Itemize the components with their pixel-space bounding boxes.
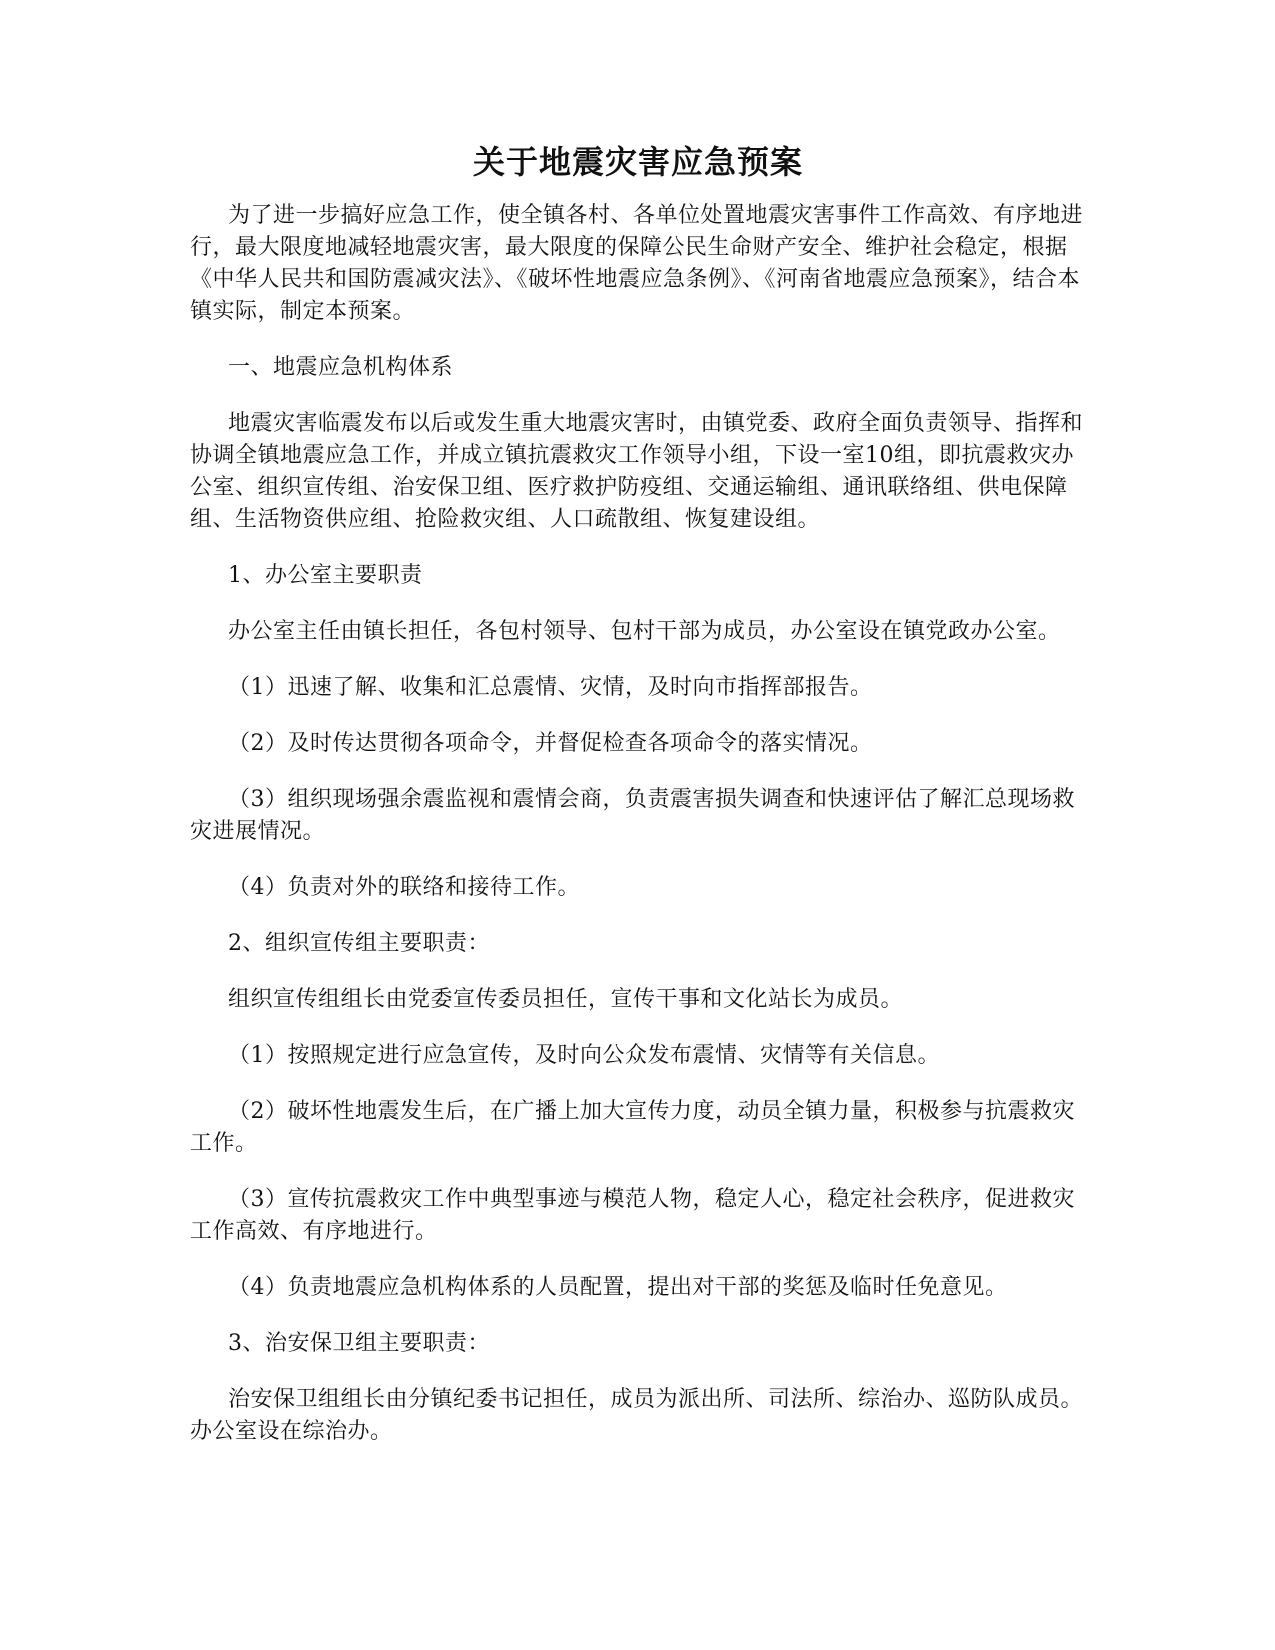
paragraph-intro: 为了进一步搞好应急工作，使全镇各村、各单位处置地震灾害事件工作高效、有序地进行，最大限度地减轻地震灾害，最大限度的保障公民生命财产安全、维护社会稳定，根据《中华人民共和国防震减灾法》、《破坏性地震应急条例》、《河南省地震应急预案》，结合本镇实际，制定本预案。 bbox=[190, 203, 1084, 324]
list-item-publicity-4: （4）负责地震应急机构体系的人员配置，提出对干部的奖惩及临时任免意见。 bbox=[228, 1275, 1008, 1300]
subsection-heading-security: 3、治安保卫组主要职责： bbox=[228, 1331, 490, 1356]
subsection-heading-publicity: 2、组织宣传组主要职责： bbox=[228, 931, 490, 956]
document-page bbox=[190, 138, 1086, 1472]
list-item-office-4: （4）负责对外的联络和接待工作。 bbox=[228, 875, 580, 900]
paragraph-office-members: 办公室主任由镇长担任，各包村领导、包村干部为成员，办公室设在镇党政办公室。 bbox=[228, 619, 1061, 644]
subsection-heading-office: 1、办公室主要职责 bbox=[228, 563, 423, 588]
list-item-office-3: （3）组织现场强余震监视和震情会商，负责震害损失调查和快速评估了解汇总现场救灾进展情况。 bbox=[190, 787, 1075, 844]
list-item-office-1: （1）迅速了解、收集和汇总震情、灾情，及时向市指挥部报告。 bbox=[228, 675, 873, 700]
document-title: 关于地震灾害应急预案 bbox=[472, 143, 803, 181]
list-item-publicity-3: （3）宣传抗震救灾工作中典型事迹与模范人物，稳定人心，稳定社会秩序，促进救灾工作高效、有序地进行。 bbox=[190, 1187, 1075, 1244]
list-item-office-2: （2）及时传达贯彻各项命令，并督促检查各项命令的落实情况。 bbox=[228, 731, 873, 756]
list-item-publicity-2: （2）破坏性地震发生后，在广播上加大宣传力度，动员全镇力量，积极参与抗震救灾工作。 bbox=[190, 1099, 1075, 1156]
section-heading-1: 一、地震应急机构体系 bbox=[228, 355, 454, 380]
paragraph-security-members: 治安保卫组组长由分镇纪委书记担任，成员为派出所、司法所、综治办、巡防队成员。办公室设在综治办。 bbox=[190, 1387, 1084, 1444]
list-item-publicity-1: （1）按照规定进行应急宣传，及时向公众发布震情、灾情等有关信息。 bbox=[228, 1043, 940, 1068]
paragraph-organization: 地震灾害临震发布以后或发生重大地震灾害时，由镇党委、政府全面负责领导、指挥和协调全镇地震应急工作，并成立镇抗震救灾工作领导小组，下设一室10组，即抗震救灾办公室、组织宣传组、治安保卫组、医疗救护防疫组、交通运输组、通讯联络组、供电保障组、生活物资供应组、抢险救灾组、人口疏散组、恢复建设组。 bbox=[190, 411, 1084, 532]
paragraph-publicity-members: 组织宣传组组长由党委宣传委员担任，宣传干事和文化站长为成员。 bbox=[228, 987, 904, 1012]
